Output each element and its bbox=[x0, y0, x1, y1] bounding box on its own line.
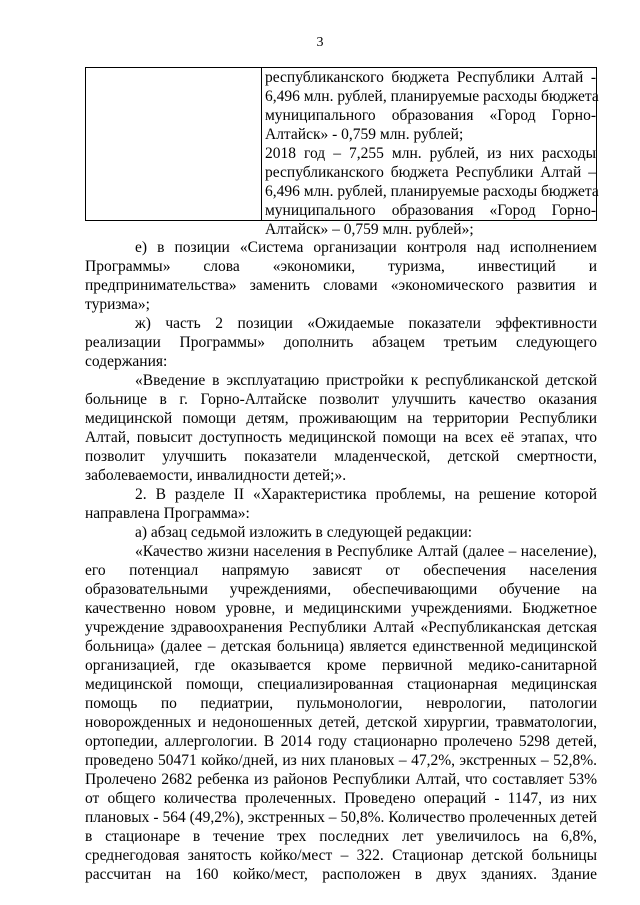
body-line: а) абзац седьмой изложить в следующей редакции: bbox=[135, 524, 473, 541]
body-line: ортопедии, аллергологии. В 2014 году стационарно пролечено 5298 детей, bbox=[85, 733, 597, 750]
table-column-divider bbox=[261, 68, 262, 220]
table-line: муниципального образования «Город Горно- bbox=[265, 202, 596, 219]
body-line: больнице в г. Горно-Алтайске позволит улучшить качество оказания bbox=[85, 391, 597, 408]
table-right-cell bbox=[265, 68, 599, 239]
body-line: 2. В разделе II «Характеристика проблемы, на решение которой bbox=[135, 486, 597, 503]
body-line: плановых - 564 (49,2%), экстренных – 50,8%. Количество пролеченных детей bbox=[85, 809, 597, 826]
table-line: Алтайск» – 0,759 млн. рублей»; bbox=[265, 221, 474, 238]
body-line: «Качество жизни населения в Республике Алтай (далее – население), bbox=[135, 543, 597, 560]
body-text bbox=[85, 238, 597, 884]
finance-table bbox=[85, 67, 599, 238]
page-number: 3 bbox=[316, 35, 324, 50]
body-line: новорожденных и недоношенных детей, детской хирургии, травматологии, bbox=[85, 714, 597, 731]
body-line: рассчитан на 160 койко/мест, расположен в двух зданиях. Здание bbox=[85, 866, 597, 883]
body-line: Алтай, повысит доступность медицинской помощи на всех её этапах, что bbox=[85, 429, 597, 446]
body-line: заболеваемости, инвалидности детей;». bbox=[85, 467, 347, 484]
table-line: 2018 год – 7,255 млн. рублей, из них расходы bbox=[265, 145, 596, 162]
body-line: туризма»; bbox=[85, 296, 150, 313]
body-line: реализации Программы» дополнить абзацем третьим следующего bbox=[85, 334, 597, 351]
body-line: предпринимательства» заменить словами «экономического развития и bbox=[85, 277, 597, 294]
table-line: 6,496 млн. рублей, планируемые расходы бюджета bbox=[265, 183, 599, 200]
body-line: его потенциал напрямую зависят от обеспечения населения bbox=[85, 562, 597, 579]
table-line: республиканского бюджета Республики Алтай – bbox=[265, 164, 596, 181]
body-line: Пролечено 2682 ребенка из районов Республики Алтай, что составляет 53% bbox=[85, 771, 597, 788]
body-line: организацией, где оказывается кроме первичной медико-санитарной bbox=[85, 657, 597, 674]
body-line: учреждение здравоохранения Республики Алтай «Республиканская детская bbox=[85, 619, 597, 636]
body-line: проведено 50471 койко/дней, из них плановых – 47,2%, экстренных – 52,8%. bbox=[85, 752, 597, 769]
body-line: содержания: bbox=[85, 353, 168, 370]
body-line: медицинской помощи, специализированная стационарная медицинская bbox=[85, 676, 597, 693]
body-line: в стационаре в течение трех последних лет увеличилось на 6,8%, bbox=[85, 828, 597, 845]
body-line: позволит улучшить показатели младенческой, детской смертности, bbox=[85, 448, 597, 465]
body-line: среднегодовая занятость койко/мест – 322. Стационар детской больницы bbox=[85, 847, 597, 864]
table-line: Алтайск» - 0,759 млн. рублей; bbox=[265, 126, 464, 143]
table-line: республиканского бюджета Республики Алтай - bbox=[265, 69, 596, 86]
body-line: «Введение в эксплуатацию пристройки к республиканской детской bbox=[135, 372, 597, 389]
body-line: Программы» слова «экономики, туризма, инвестиций и bbox=[85, 258, 597, 275]
body-line: больница» (далее – детская больница) является единственной медицинской bbox=[85, 638, 597, 655]
body-line: ж) часть 2 позиции «Ожидаемые показатели эффективности bbox=[135, 315, 597, 332]
body-line: образовательными учреждениями, обеспечивающими обучение на bbox=[85, 581, 597, 598]
body-line: качественно новом уровне, и медицинскими учреждениями. Бюджетное bbox=[85, 600, 597, 617]
table-line: 6,496 млн. рублей, планируемые расходы бюджета bbox=[265, 88, 599, 105]
table-line: муниципального образования «Город Горно- bbox=[265, 107, 596, 124]
body-line: от общего количества пролеченных. Проведено операций - 1147, из них bbox=[85, 790, 597, 807]
body-line: направлена Программа»: bbox=[85, 505, 250, 522]
body-line: е) в позиции «Система организации контроля над исполнением bbox=[135, 239, 597, 256]
body-line: помощь по педиатрии, пульмонологии, неврологии, патологии bbox=[85, 695, 597, 712]
body-line: медицинской помощи детям, проживающим на территории Республики bbox=[85, 410, 597, 427]
